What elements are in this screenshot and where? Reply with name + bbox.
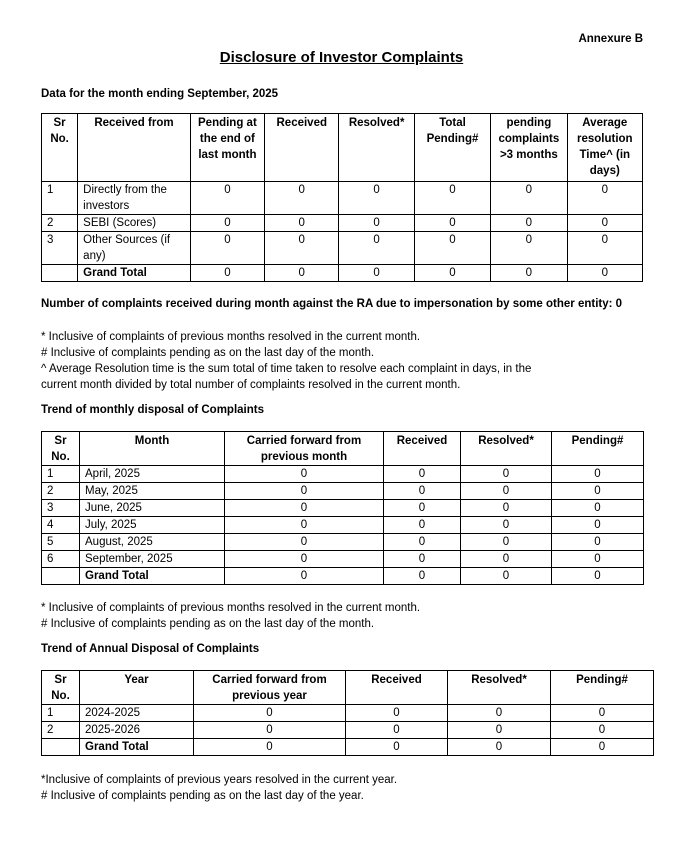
section1-heading: Data for the month ending September, 2025: [41, 88, 279, 100]
cell-pending-last: 0: [190, 215, 264, 232]
col-received: Received: [265, 114, 339, 182]
col-carried-forward: Carried forward from previous month: [225, 432, 384, 466]
cell-sr: 1: [42, 182, 78, 215]
col-total-pending: Total Pending#: [414, 114, 490, 182]
cell-carried: 0: [225, 466, 384, 483]
total-carried: 0: [225, 568, 384, 585]
table-row: [42, 215, 643, 232]
cell-carried: 0: [225, 534, 384, 551]
col-pending: Pending#: [551, 671, 654, 705]
cell-carried: 0: [225, 551, 384, 568]
table-row: [42, 722, 654, 739]
cell-received: 0: [265, 182, 339, 215]
cell-sr: [42, 265, 78, 282]
cell-resolved: 0: [339, 232, 414, 265]
cell-avg-time: 0: [567, 182, 642, 215]
col-avg-resolution-time: Average resolution Time^ (in days): [567, 114, 642, 182]
cell-year: 2025-2026: [80, 722, 194, 739]
cell-received: 0: [384, 483, 461, 500]
table-row: [42, 232, 643, 265]
cell-pending: 0: [552, 551, 644, 568]
cell-received: 0: [384, 551, 461, 568]
table-row: [42, 534, 644, 551]
table-row: [42, 517, 644, 534]
cell-resolved: 0: [339, 182, 414, 215]
table-row: [42, 551, 644, 568]
col-received-from: Received from: [78, 114, 191, 182]
cell-resolved: 0: [461, 534, 552, 551]
col-sr: Sr No.: [42, 671, 80, 705]
cell-sr: 6: [42, 551, 80, 568]
cell-resolved: 0: [461, 500, 552, 517]
cell-pending: 0: [552, 500, 644, 517]
cell-received: 0: [265, 215, 339, 232]
cell-carried: 0: [225, 500, 384, 517]
col-month: Month: [80, 432, 225, 466]
col-pending-3-months: pending complaints >3 months: [491, 114, 567, 182]
cell-received: 0: [265, 232, 339, 265]
section3-notes: [41, 772, 397, 804]
cell-received: 0: [384, 534, 461, 551]
total-pending: 0: [551, 739, 654, 756]
table-row: [42, 483, 644, 500]
impersonation-count: Number of complaints received during month against the RA due to impersonation by some other entity: 0: [41, 298, 623, 310]
cell-total-pending: 0: [414, 215, 490, 232]
note-resolved: * Inclusive of complaints of previous months resolved in the current month.: [41, 602, 421, 614]
cell-resolved: 0: [448, 722, 551, 739]
total-received: 0: [384, 568, 461, 585]
cell-resolved: 0: [448, 705, 551, 722]
cell-pending-3m: 0: [491, 232, 567, 265]
cell-resolved: 0: [461, 517, 552, 534]
cell-month: June, 2025: [80, 500, 225, 517]
cell-pending: 0: [551, 722, 654, 739]
cell-carried: 0: [225, 517, 384, 534]
cell-sr: 3: [42, 232, 78, 265]
table-row: [42, 182, 643, 215]
monthly-complaints-table: [41, 113, 643, 282]
total-resolved: 0: [448, 739, 551, 756]
cell-avg-time: 0: [567, 232, 642, 265]
total-resolved: 0: [339, 265, 414, 282]
cell-sr: 1: [42, 705, 80, 722]
cell-received: 0: [346, 722, 448, 739]
total-avg-time: 0: [567, 265, 642, 282]
section1-notes: [41, 329, 531, 393]
note-pending: # Inclusive of complaints pending as on the last day of the month.: [41, 618, 375, 630]
cell-pending-3m: 0: [491, 215, 567, 232]
total-carried: 0: [194, 739, 346, 756]
cell-source: Directly from the investors: [78, 182, 191, 215]
cell-received: 0: [384, 466, 461, 483]
note-avg-resolution-cont: current month divided by total number of complaints resolved in the current month.: [41, 379, 461, 391]
annual-trend-table: [41, 670, 654, 756]
cell-year: 2024-2025: [80, 705, 194, 722]
cell-resolved: 0: [339, 215, 414, 232]
cell-sr: [42, 568, 80, 585]
cell-pending: 0: [552, 517, 644, 534]
cell-sr: 2: [42, 215, 78, 232]
note-resolved: * Inclusive of complaints of previous months resolved in the current month.: [41, 331, 421, 343]
note-avg-resolution: ^ Average Resolution time is the sum total of time taken to resolve each complaint in days, in the: [41, 363, 532, 375]
cell-pending: 0: [552, 534, 644, 551]
cell-pending: 0: [552, 483, 644, 500]
cell-sr: 5: [42, 534, 80, 551]
cell-resolved: 0: [461, 466, 552, 483]
cell-sr: 2: [42, 483, 80, 500]
cell-pending-last: 0: [190, 232, 264, 265]
cell-total-pending: 0: [414, 182, 490, 215]
grand-total-row: [42, 568, 644, 585]
cell-pending-3m: 0: [491, 182, 567, 215]
cell-carried: 0: [194, 705, 346, 722]
table-row: [42, 705, 654, 722]
table-header-row: [42, 432, 644, 466]
table-header-row: [42, 114, 643, 182]
note-pending: # Inclusive of complaints pending as on the last day of the month.: [41, 347, 375, 359]
col-resolved: Resolved*: [448, 671, 551, 705]
cell-sr: [42, 739, 80, 756]
total-total-pending: 0: [414, 265, 490, 282]
total-received: 0: [265, 265, 339, 282]
cell-resolved: 0: [461, 483, 552, 500]
page-title: Disclosure of Investor Complaints: [219, 49, 464, 66]
col-received: Received: [384, 432, 461, 466]
cell-month: September, 2025: [80, 551, 225, 568]
cell-sr: 4: [42, 517, 80, 534]
cell-sr: 3: [42, 500, 80, 517]
annexure-label: Annexure B: [578, 33, 643, 45]
cell-source: Other Sources (if any): [78, 232, 191, 265]
cell-month: August, 2025: [80, 534, 225, 551]
cell-pending: 0: [551, 705, 654, 722]
grand-total-label: Grand Total: [80, 568, 225, 585]
section3-heading: Trend of Annual Disposal of Complaints: [41, 643, 260, 655]
col-sr: Sr No.: [42, 114, 78, 182]
grand-total-row: [42, 265, 643, 282]
cell-carried: 0: [225, 483, 384, 500]
cell-avg-time: 0: [567, 215, 642, 232]
cell-pending: 0: [552, 466, 644, 483]
col-carried-forward: Carried forward from previous year: [194, 671, 346, 705]
table-row: [42, 500, 644, 517]
total-pending: 0: [552, 568, 644, 585]
grand-total-label: Grand Total: [80, 739, 194, 756]
grand-total-label: Grand Total: [78, 265, 191, 282]
cell-month: April, 2025: [80, 466, 225, 483]
table-header-row: [42, 671, 654, 705]
note-pending: # Inclusive of complaints pending as on the last day of the year.: [41, 790, 364, 802]
cell-pending-last: 0: [190, 182, 264, 215]
cell-sr: 1: [42, 466, 80, 483]
cell-carried: 0: [194, 722, 346, 739]
col-pending-last-month: Pending at the end of last month: [190, 114, 264, 182]
col-resolved: Resolved*: [461, 432, 552, 466]
cell-resolved: 0: [461, 551, 552, 568]
col-resolved: Resolved*: [339, 114, 414, 182]
total-resolved: 0: [461, 568, 552, 585]
col-sr: Sr No.: [42, 432, 80, 466]
col-pending: Pending#: [552, 432, 644, 466]
cell-received: 0: [346, 705, 448, 722]
total-received: 0: [346, 739, 448, 756]
cell-received: 0: [384, 517, 461, 534]
cell-month: July, 2025: [80, 517, 225, 534]
total-pending-3m: 0: [491, 265, 567, 282]
table-row: [42, 466, 644, 483]
cell-total-pending: 0: [414, 232, 490, 265]
note-resolved: *Inclusive of complaints of previous years resolved in the current year.: [41, 774, 398, 786]
cell-received: 0: [384, 500, 461, 517]
col-year: Year: [80, 671, 194, 705]
col-received: Received: [346, 671, 448, 705]
grand-total-row: [42, 739, 654, 756]
cell-month: May, 2025: [80, 483, 225, 500]
cell-source: SEBI (Scores): [78, 215, 191, 232]
total-pending-last: 0: [190, 265, 264, 282]
section2-heading: Trend of monthly disposal of Complaints: [41, 404, 264, 416]
cell-sr: 2: [42, 722, 80, 739]
section2-notes: [41, 600, 420, 632]
monthly-trend-table: [41, 431, 644, 585]
